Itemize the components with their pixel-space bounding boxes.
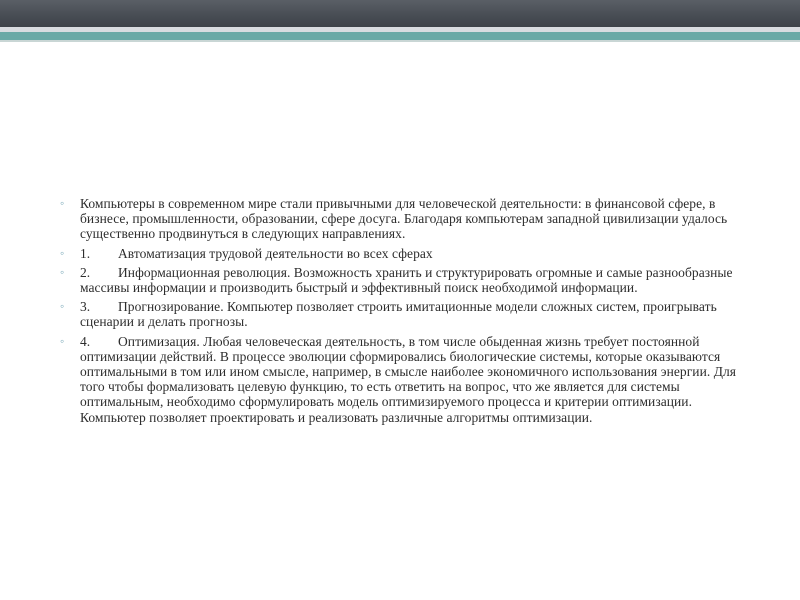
item-text: Оптимизация. Любая человеческая деятельность, в том числе обыденная жизнь требует постоянной оптимизации действий. В процессе эволюции сформировались биологические системы, которые оказываются оптимальными в том или ином смысле, например, в смысле наиболее экономичного использования энергии. Для того чтобы формализовать целевую функцию, то есть ответить на вопрос, что же является для системы оптимальным, необходимо сформулировать модель оптимизируемого процесса и критерии оптимизации. Компьютер позволяет проектировать и реализовать различные алгоритмы оптимизации.	[80, 333, 736, 425]
item-number: 2.	[80, 264, 91, 280]
item-text: Автоматизация трудовой деятельности во всех сферах	[118, 245, 433, 261]
slide-body	[60, 196, 760, 429]
item-number: 3.	[80, 299, 91, 315]
bullet-icon: ◦	[60, 245, 65, 260]
item-text: Информационная революция. Возможность хранить и структурировать огромные и самые разнообразные массивы информации и производить быстрый и эффективный поиск необходимой информации.	[80, 264, 733, 296]
header-band	[0, 0, 800, 27]
list-item-4	[60, 334, 760, 425]
header-accent-stripe	[0, 32, 800, 40]
item-number: 4.	[80, 333, 91, 349]
bullet-icon: ◦	[60, 196, 65, 210]
item-text: Прогнозирование. Компьютер позволяет строить имитационные модели сложных систем, проигрывать сценарии и делать прогнозы.	[80, 299, 717, 330]
bullet-icon: ◦	[60, 264, 65, 279]
item-number: 1.	[80, 245, 91, 261]
list-item-2	[60, 265, 760, 295]
bullet-icon: ◦	[60, 299, 65, 314]
item-text: Компьютеры в современном мире стали привычными для человеческой деятельности: в финансовой сфере, в бизнесе, промышленности, образовании, сфере досуга. Благодаря компьютерам западной цивилизации удалось существенно продвинуться в следующих направлениях.	[80, 196, 728, 242]
list-item-intro	[60, 196, 760, 242]
header-rule	[0, 40, 800, 42]
list-item-3	[60, 299, 760, 329]
list-item-1	[60, 246, 760, 261]
bullet-icon: ◦	[60, 333, 65, 348]
